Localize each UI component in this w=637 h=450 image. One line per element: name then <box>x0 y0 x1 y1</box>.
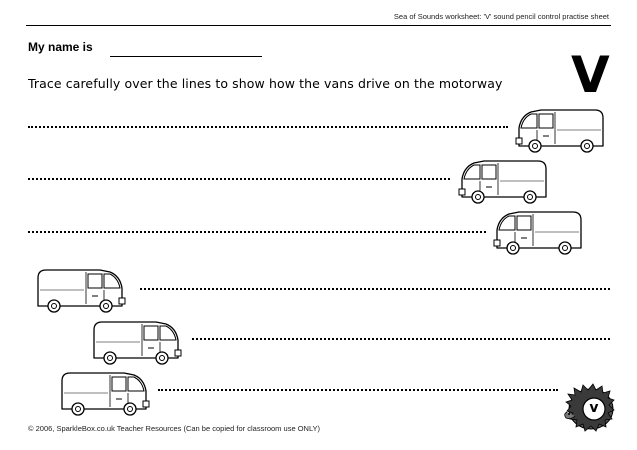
trace-line-5 <box>192 338 610 340</box>
sticker-letter: v <box>589 400 599 416</box>
trace-line-6 <box>158 389 558 391</box>
trace-line-1 <box>28 126 508 128</box>
van-icon <box>32 268 128 314</box>
van-icon <box>88 320 184 366</box>
instruction-text: Trace carefully over the lines to show how the vans drive on the motorway <box>28 76 503 91</box>
header-divider <box>26 25 611 26</box>
worksheet-header: Sea of Sounds worksheet: 'V' sound pencil control practise sheet <box>393 12 609 21</box>
van-icon <box>491 210 587 256</box>
name-write-line <box>110 56 262 57</box>
van-icon <box>456 159 552 205</box>
trace-line-4 <box>140 288 610 290</box>
van-icon <box>513 108 609 154</box>
trace-line-3 <box>28 231 486 233</box>
van-icon <box>56 371 152 417</box>
target-letter: V <box>571 46 610 104</box>
trace-line-2 <box>28 178 450 180</box>
name-label: My name is <box>28 40 93 54</box>
copyright-footer: © 2006, SparkleBox.co.uk Teacher Resources (Can be copied for classroom use ONLY) <box>28 424 321 433</box>
